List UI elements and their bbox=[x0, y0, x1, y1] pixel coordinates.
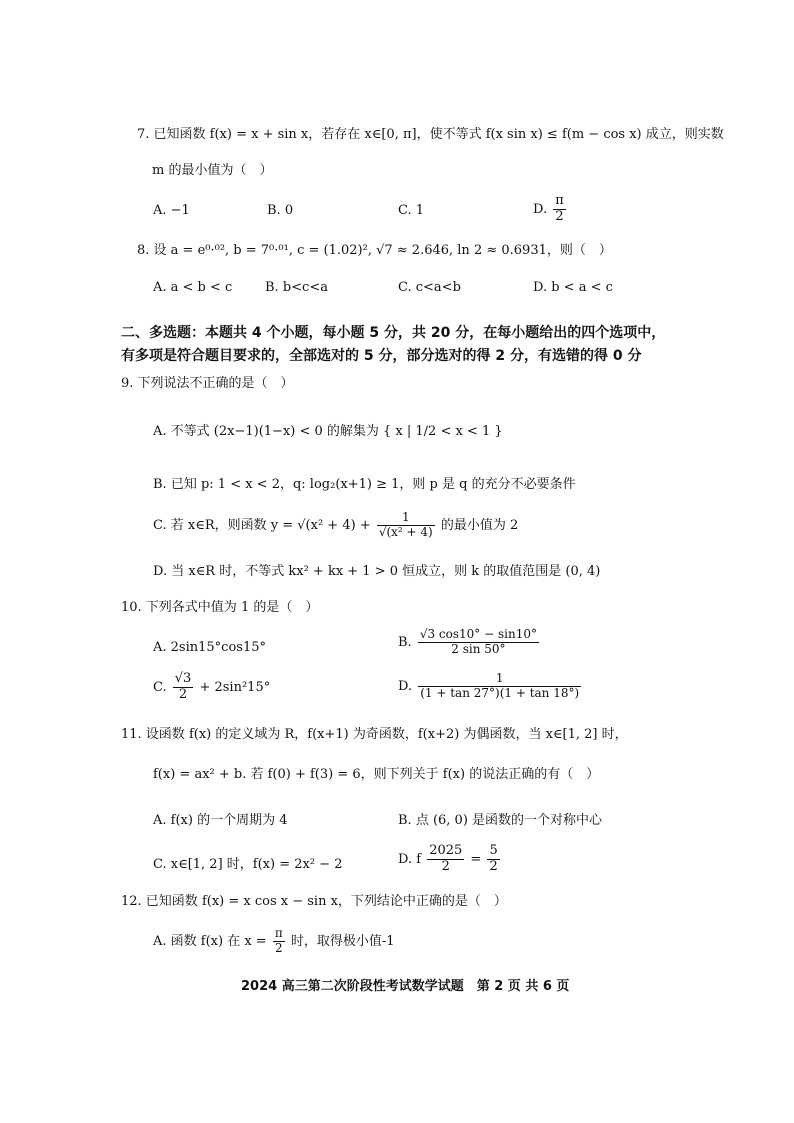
q9-option-c-numerator: 1 bbox=[377, 511, 435, 526]
q11-option-d-label: D. f bbox=[398, 851, 422, 867]
page-footer: 2024 高三第二次阶段性考试数学试题 第 2 页 共 6 页 bbox=[241, 979, 570, 994]
q7-option-a: A. −1 bbox=[153, 203, 190, 218]
q11-option-d-result-numerator: 5 bbox=[489, 843, 498, 858]
q9-option-c-prefix: C. 若 x∈R，则函数 y = √(x² + 4) + bbox=[153, 517, 371, 533]
q9-option-d: D. 当 x∈R 时，不等式 kx² + kx + 1 > 0 恒成立，则 k 的取值范围是 (0, 4) bbox=[153, 564, 601, 579]
q12-option-a-fraction bbox=[273, 927, 285, 956]
q9-stem: 9. 下列说法不正确的是（ ） bbox=[121, 376, 294, 391]
q8-option-b: B. b<c<a bbox=[265, 280, 328, 295]
q7-option-d-denominator: 2 bbox=[555, 208, 564, 224]
q10-option-d bbox=[398, 672, 583, 701]
q10-option-c bbox=[153, 672, 270, 703]
section2-heading-line2: 有多项是符合题目要求的，全部选对的 5 分，部分选对的得 2 分，有选错的得 0 分 bbox=[121, 348, 642, 364]
q10-option-d-label: D. bbox=[398, 678, 413, 694]
q9-option-c bbox=[153, 511, 518, 540]
q9-option-a: A. 不等式 (2x−1)(1−x) < 0 的解集为 { x | 1/2 < x < 1 } bbox=[153, 424, 503, 439]
q11-option-d bbox=[398, 844, 502, 875]
section2-heading-line1: 二、多选题：本题共 4 个小题，每小题 5 分，共 20 分，在每小题给出的四个选项中， bbox=[121, 325, 666, 341]
q10-option-b-denominator: 2 sin 50° bbox=[451, 641, 506, 656]
q7-option-d-numerator: π bbox=[555, 193, 564, 208]
q11-option-d-numerator: 2025 bbox=[429, 843, 463, 858]
q12-option-a-numerator: π bbox=[274, 926, 283, 940]
q7-option-c: C. 1 bbox=[398, 203, 425, 218]
q10-option-b-fraction bbox=[418, 628, 539, 657]
q10-option-b bbox=[398, 628, 541, 657]
q11-option-d-fraction bbox=[427, 844, 464, 875]
q11-option-d-equals: = bbox=[470, 851, 482, 867]
q10-option-c-suffix: + 2sin²15° bbox=[199, 679, 271, 695]
q7-option-d bbox=[533, 194, 568, 225]
q10-option-c-denominator: 2 bbox=[178, 686, 188, 702]
q10-option-c-label: C. bbox=[153, 679, 167, 695]
q11-stem-line1: 11. 设函数 f(x) 的定义域为 R，f(x+1) 为奇函数，f(x+2) 为偶函数，当 x∈[1, 2] 时， bbox=[121, 727, 628, 742]
q10-option-c-fraction bbox=[173, 672, 194, 703]
q12-option-a-denominator: 2 bbox=[274, 940, 283, 955]
q12-stem: 12. 已知函数 f(x) = x cos x − sin x，下列结论中正确的是（ ） bbox=[121, 894, 507, 909]
q8-option-d: D. b < a < c bbox=[533, 280, 613, 295]
q11-option-d-denominator: 2 bbox=[441, 858, 450, 874]
q11-option-d-result-fraction bbox=[487, 844, 499, 875]
q11-option-c: C. x∈[1, 2] 时，f(x) = 2x² − 2 bbox=[153, 857, 343, 872]
q7-option-b: B. 0 bbox=[267, 203, 294, 218]
q9-option-c-fraction bbox=[377, 511, 435, 540]
q10-option-d-fraction bbox=[418, 672, 581, 701]
q8-stem: 8. 设 a = e⁰·⁰², b = 7⁰·⁰¹, c = (1.02)², √7 ≈ 2.646, ln 2 ≈ 0.6931，则（ ） bbox=[137, 243, 612, 258]
q11-option-b: B. 点 (6, 0) 是函数的一个对称中心 bbox=[398, 813, 603, 828]
q11-option-a: A. f(x) 的一个周期为 4 bbox=[153, 813, 288, 828]
q10-option-d-denominator: (1 + tan 27°)(1 + tan 18°) bbox=[420, 685, 580, 700]
q11-stem-line2: f(x) = ax² + b. 若 f(0) + f(3) = 6，则下列关于 f(x) 的说法正确的有（ ） bbox=[153, 767, 600, 782]
q7-option-d-label: D. bbox=[533, 201, 548, 217]
q8-option-c: C. c<a<b bbox=[398, 280, 461, 295]
q12-option-a-suffix: 时，取得极小值-1 bbox=[290, 933, 395, 949]
q10-option-b-numerator: √3 cos10° − sin10° bbox=[419, 627, 537, 641]
q7-stem-line2: m 的最小值为（ ） bbox=[152, 163, 273, 178]
q10-stem: 10. 下列各式中值为 1 的是（ ） bbox=[121, 600, 319, 615]
q12-option-a-prefix: A. 函数 f(x) 在 x = bbox=[153, 933, 267, 949]
q10-option-c-numerator: √3 bbox=[174, 671, 192, 686]
q10-option-d-numerator: 1 bbox=[418, 672, 581, 687]
q7-option-d-fraction bbox=[553, 194, 566, 225]
q12-option-a bbox=[153, 927, 395, 956]
q7-stem-line1: 7. 已知函数 f(x) = x + sin x，若存在 x∈[0, π]，使不等式 f(x sin x) ≤ f(m − cos x) 成立，则实数 bbox=[137, 127, 724, 142]
q8-option-a: A. a < b < c bbox=[153, 280, 233, 295]
q9-option-b: B. 已知 p: 1 < x < 2，q: log₂(x+1) ≥ 1，则 p 是 q 的充分不必要条件 bbox=[153, 477, 576, 492]
q10-option-b-label: B. bbox=[398, 634, 412, 650]
q10-option-a: A. 2sin15°cos15° bbox=[153, 640, 266, 655]
q11-option-d-result-denominator: 2 bbox=[489, 858, 498, 874]
q9-option-c-suffix: 的最小值为 2 bbox=[440, 517, 519, 533]
q9-option-c-denominator: √(x² + 4) bbox=[378, 524, 433, 539]
